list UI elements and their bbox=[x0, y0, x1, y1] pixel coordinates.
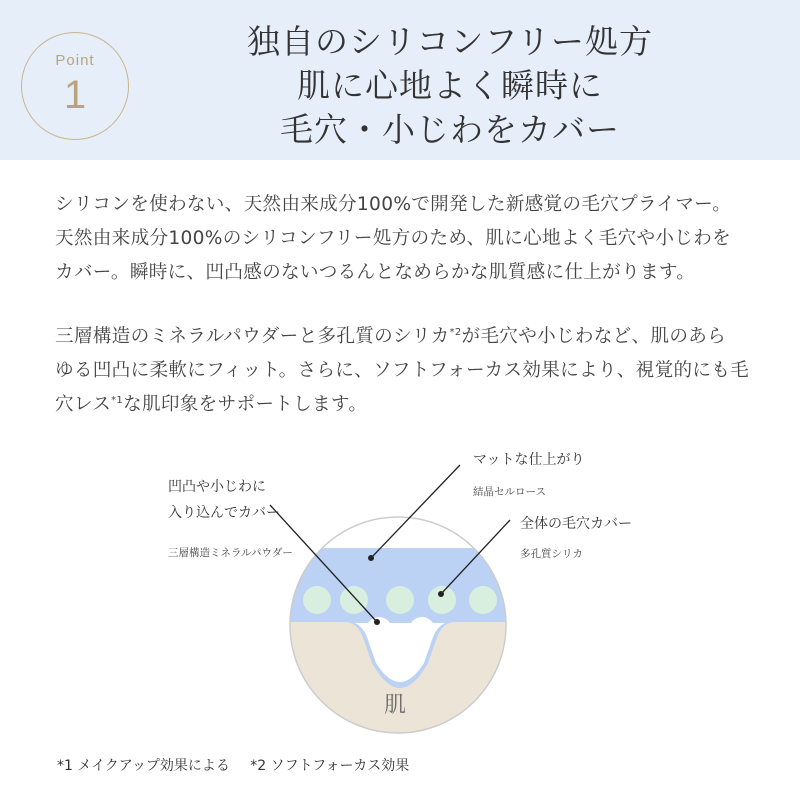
point-badge-number: 1 bbox=[63, 73, 87, 117]
particle bbox=[340, 586, 368, 614]
particle bbox=[387, 648, 413, 674]
left-label-line-2: 入り込んでカバー bbox=[168, 505, 280, 521]
paragraph-1-line-1: シリコンを使わない、天然由来成分100%で開発した新感覚の毛穴プライマー。 bbox=[55, 194, 732, 215]
top-sub-label: 結晶セルロース bbox=[473, 486, 546, 498]
left-label bbox=[168, 474, 280, 526]
paragraph-2-line-3b: な肌印象をサポートします。 bbox=[123, 394, 368, 415]
paragraph-1-line-3: カバー。瞬時に、凹凸感のないつるんとなめらかな肌質感に仕上がります。 bbox=[55, 262, 696, 283]
title-line-3: 毛穴・小じわをカバー bbox=[280, 110, 620, 149]
particle bbox=[386, 586, 414, 614]
paragraph-2-line-1b: が毛穴や小じわなど、肌のあら bbox=[461, 326, 727, 347]
right-label: 全体の毛穴カバー bbox=[520, 516, 632, 532]
left-label-line-1: 凹凸や小じわに bbox=[168, 479, 266, 495]
particle bbox=[428, 586, 456, 614]
top-label: マットな仕上がり bbox=[473, 452, 585, 468]
footnotes bbox=[57, 755, 409, 775]
footnote-ref-2: *2 bbox=[449, 327, 462, 338]
paragraph-2-line-3a: 穴レス bbox=[55, 394, 112, 415]
paragraph-2-line-1a: 三層構造のミネラルパウダーと多孔質のシリカ bbox=[55, 326, 450, 347]
paragraph-1-line-2: 天然由来成分100%のシリコンフリー処方のため、肌に心地よく毛穴や小じわを bbox=[55, 228, 731, 249]
paragraph-2-line-2: ゆる凹凸に柔軟にフィット。さらに、ソフトフォーカス効果により、視覚的にも毛 bbox=[55, 360, 750, 381]
pointer-dot-top bbox=[368, 555, 374, 561]
particle bbox=[469, 586, 497, 614]
pointer-dot-left bbox=[374, 619, 380, 625]
skin-label: 肌 bbox=[383, 693, 407, 718]
title-line-1: 独自のシリコンフリー処方 bbox=[246, 22, 654, 61]
particle bbox=[409, 617, 435, 643]
title-line-2: 肌に心地よく瞬時に bbox=[297, 66, 603, 105]
footnote-1: *1 メイクアップ効果による bbox=[57, 758, 230, 774]
footnote-2: *2 ソフトフォーカス効果 bbox=[250, 758, 410, 774]
left-sub-label: 三層構造ミネラルパウダー bbox=[168, 547, 293, 559]
right-sub-label: 多孔質シリカ bbox=[520, 548, 583, 560]
point-badge-word: Point bbox=[55, 52, 95, 69]
pointer-dot-right bbox=[438, 591, 444, 597]
footnote-ref-1: *1 bbox=[111, 395, 124, 406]
particle bbox=[303, 586, 331, 614]
